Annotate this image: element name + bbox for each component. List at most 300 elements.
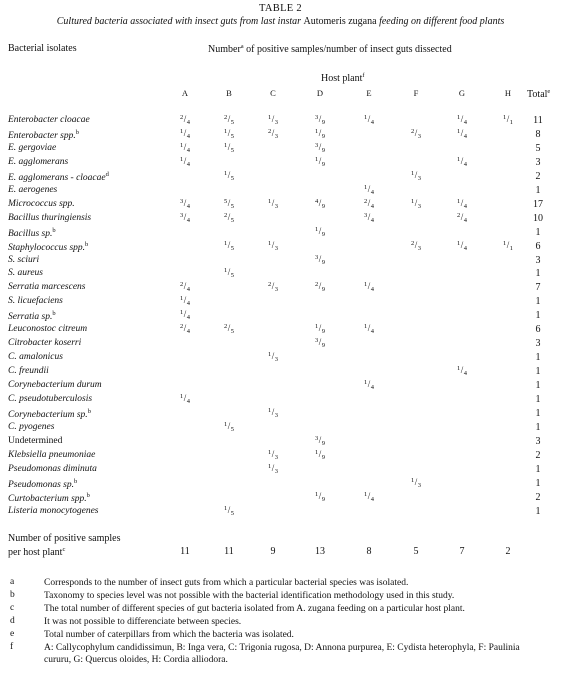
table-cell — [165, 393, 205, 405]
fraction-slash: / — [460, 127, 464, 138]
row-total: 3 — [535, 435, 541, 447]
fraction-slash: / — [183, 155, 187, 166]
denominator: 9 — [321, 119, 325, 126]
footnote-ref: b — [52, 226, 56, 234]
fraction-slash: / — [227, 420, 231, 431]
numerator: 2 — [179, 114, 184, 121]
numerator: 1 — [223, 267, 228, 275]
denominator: 4 — [463, 202, 467, 210]
table-cell — [209, 240, 249, 252]
fraction-value — [456, 365, 467, 378]
table-cell — [396, 170, 436, 182]
fraction-value — [224, 114, 234, 124]
isolate-name: Bacillus thuringiensis — [8, 212, 92, 223]
table-cell — [165, 128, 205, 140]
fraction-value — [364, 491, 374, 501]
fraction-value — [411, 128, 421, 138]
numerator: 1 — [363, 379, 368, 387]
fraction-value — [314, 281, 325, 294]
isolate-name: Curtobacterium spp.$^b$ — [8, 491, 90, 504]
fraction-slash: / — [367, 197, 371, 208]
row-total: 1 — [535, 407, 541, 419]
fraction-value — [268, 240, 278, 250]
fraction-slash: / — [318, 337, 322, 348]
fraction-value — [315, 491, 325, 501]
footnote-text: Total number of caterpillars from which the bacteria was isolated. — [44, 630, 294, 640]
plant-column-header: A — [181, 88, 189, 98]
fraction-slash: / — [318, 155, 322, 166]
numerator: 1 — [314, 225, 319, 233]
row-total: 1 — [535, 394, 541, 405]
footnote-ref: e — [547, 88, 551, 95]
numerator: 1 — [363, 281, 368, 289]
footnote-ref: f — [362, 72, 365, 79]
numerator: 1 — [179, 141, 184, 149]
fraction-value — [315, 128, 325, 138]
column-header-number — [208, 43, 452, 55]
fraction-value — [411, 240, 421, 250]
isolate-name: Listeria monocytogenes — [8, 505, 99, 516]
numerator: 1 — [314, 323, 319, 331]
table-cell — [349, 323, 389, 335]
row-total: 1 — [535, 184, 541, 196]
fraction-value — [457, 156, 467, 166]
table-cell — [300, 491, 340, 503]
fraction-value — [180, 114, 190, 124]
fraction-value — [267, 351, 278, 364]
numerator: 1 — [223, 169, 228, 177]
table-cell — [165, 323, 205, 335]
plant-column-header: F — [413, 88, 419, 98]
row-total: 1 — [535, 310, 541, 322]
fraction-slash: / — [271, 448, 275, 459]
table-cell — [300, 198, 340, 210]
denominator: 4 — [186, 132, 190, 140]
footnote-mark: b — [10, 590, 15, 600]
fraction-slash: / — [271, 351, 275, 362]
fraction-value — [315, 226, 325, 236]
numerator: 1 — [179, 155, 184, 163]
numerator: 1 — [223, 239, 228, 247]
row-total: 8 — [535, 128, 541, 140]
fraction-value — [457, 128, 467, 138]
fraction-slash: / — [318, 323, 322, 334]
row-total: 3 — [535, 254, 541, 266]
fraction-value — [179, 281, 190, 294]
denominator: 4 — [463, 160, 467, 168]
plant-column-header: E — [366, 88, 372, 98]
table-cell — [253, 128, 293, 140]
row-total: 1 — [535, 477, 541, 489]
denominator: 4 — [370, 202, 374, 210]
table-cell — [349, 184, 389, 196]
table-title: TABLE 2 — [259, 3, 302, 14]
denominator: 3 — [417, 132, 421, 140]
footnote-mark: c — [10, 603, 15, 613]
table-cell — [442, 128, 482, 140]
numerator: 1 — [410, 169, 415, 177]
row-total: 6 — [535, 324, 541, 336]
fraction-slash: / — [460, 239, 464, 250]
denominator: 4 — [186, 202, 190, 210]
column-header-isolates: Bacterial isolates — [8, 43, 77, 54]
fraction-slash: / — [367, 323, 371, 334]
numerator: 1 — [314, 448, 319, 456]
table-cell — [165, 114, 205, 126]
fraction-slash: / — [271, 462, 275, 473]
table-cell — [300, 114, 340, 126]
table-cell — [209, 142, 249, 154]
numerator: 1 — [456, 239, 461, 247]
fraction-slash: / — [367, 211, 371, 222]
fraction-slash: / — [460, 211, 464, 222]
numerator: 1 — [223, 420, 228, 428]
row-total: 1 — [535, 505, 541, 517]
row-total: 1 — [535, 296, 541, 308]
footnote-mark: a — [10, 577, 15, 587]
denominator: 4 — [370, 328, 374, 336]
denominator: 9 — [321, 132, 325, 140]
footnote-ref: a — [240, 43, 244, 50]
row-total: 1 — [535, 268, 541, 280]
fraction-value — [179, 295, 190, 308]
isolate-name: S. aureus — [8, 268, 44, 279]
denominator: 4 — [463, 370, 467, 378]
fraction-value — [503, 114, 513, 124]
table-cell — [165, 198, 205, 210]
numerator: 2 — [267, 127, 272, 135]
numerator: 3 — [363, 211, 368, 219]
fraction-value — [180, 212, 190, 222]
fraction-value — [315, 114, 325, 124]
isolate-name: C. pyogenes — [8, 421, 55, 432]
footnote-text: Corresponds to the number of insect guts from which a particular bacterial species was isolated. — [44, 578, 409, 588]
denominator: 1 — [509, 119, 513, 126]
denominator: 5 — [230, 425, 234, 433]
number-label: Number — [208, 44, 241, 55]
table-cell — [349, 114, 389, 126]
denominator: 4 — [186, 328, 190, 336]
fraction-slash: / — [460, 155, 464, 166]
fraction-value — [224, 142, 234, 152]
fraction-slash: / — [183, 393, 187, 403]
fraction-value — [268, 463, 278, 473]
denominator: 4 — [463, 119, 467, 126]
denominator: 4 — [463, 132, 467, 140]
fraction-slash: / — [506, 239, 510, 250]
numerator: 1 — [502, 114, 507, 121]
fraction-slash: / — [227, 267, 231, 278]
numerator: 1 — [456, 127, 461, 135]
fraction-slash: / — [271, 114, 275, 124]
numerator: 1 — [267, 239, 272, 247]
isolate-name: Serratia marcescens — [8, 282, 86, 293]
fraction-value — [363, 281, 374, 294]
fraction-slash: / — [183, 309, 187, 320]
numerator: 3 — [314, 434, 319, 442]
footnote-mark: f — [10, 642, 14, 652]
row-total: 1 — [535, 352, 541, 364]
denominator: 9 — [321, 439, 325, 447]
fraction-slash: / — [271, 406, 275, 417]
fraction-slash: / — [227, 114, 231, 124]
table-cell — [442, 240, 482, 252]
numerator: 1 — [314, 127, 319, 135]
summary-label-2 — [8, 546, 65, 558]
numerator: 1 — [363, 323, 368, 331]
numerator: 1 — [456, 114, 461, 121]
isolate-name: Enterobacter spp.$^b$ — [8, 128, 79, 141]
table-cell — [300, 254, 340, 266]
isolate-name: Corynebacterium durum — [8, 380, 102, 391]
numerator: 3 — [314, 337, 319, 345]
denominator: 9 — [321, 160, 325, 168]
fraction-slash: / — [227, 323, 231, 334]
footnote-ref: b — [73, 477, 78, 485]
table-cell — [300, 449, 340, 461]
table-cell — [442, 365, 482, 377]
numerator: 1 — [267, 197, 272, 205]
numerator: 1 — [456, 155, 461, 163]
denominator: 3 — [274, 286, 278, 294]
host-plant-header — [321, 72, 365, 84]
fraction-value — [179, 309, 190, 322]
table-cell — [253, 407, 293, 419]
summary-value: 8 — [366, 546, 372, 557]
fraction-value — [224, 198, 234, 208]
denominator: 5 — [230, 119, 234, 126]
footnote-ref: b — [87, 407, 91, 415]
fraction-value — [180, 142, 190, 152]
table-caption — [0, 16, 561, 27]
fraction-value — [268, 449, 278, 459]
table-cell — [300, 323, 340, 335]
fraction-slash: / — [318, 448, 322, 459]
numerator: 1 — [456, 365, 461, 373]
fraction-value — [180, 156, 190, 166]
fraction-value — [315, 449, 325, 459]
numerator: 2 — [267, 281, 272, 289]
row-total: 17 — [533, 198, 543, 210]
table-cell — [165, 142, 205, 154]
summary-value: 7 — [459, 546, 465, 557]
table-cell — [300, 337, 340, 349]
denominator: 9 — [321, 342, 325, 350]
denominator: 4 — [186, 216, 190, 224]
footnote-mark: d — [10, 616, 15, 626]
row-total: 3 — [535, 156, 541, 168]
fraction-slash: / — [367, 114, 371, 124]
row-total: 2 — [535, 491, 541, 503]
table-cell — [488, 114, 528, 126]
table-cell — [253, 463, 293, 475]
plant-column-header: H — [504, 88, 512, 98]
row-total: 7 — [535, 282, 541, 294]
denominator: 3 — [274, 202, 278, 210]
plant-column-header: G — [458, 88, 466, 98]
denominator: 9 — [321, 230, 325, 238]
table-cell — [396, 198, 436, 210]
denominator: 9 — [321, 328, 325, 336]
row-total: 2 — [535, 170, 541, 182]
row-total: 3 — [535, 338, 541, 350]
fraction-slash: / — [414, 476, 418, 487]
table-cell — [253, 114, 293, 126]
fraction-slash: / — [227, 169, 231, 180]
row-total: 1 — [535, 226, 541, 238]
fraction-value — [224, 421, 234, 431]
fraction-value — [363, 323, 374, 336]
fraction-value — [180, 128, 190, 138]
numerator: 1 — [267, 351, 272, 359]
fraction-slash: / — [183, 114, 187, 124]
caption-text: Cultured bacteria associated with insect guts from last instar — [56, 16, 304, 27]
fraction-value — [267, 281, 278, 294]
table-cell — [253, 281, 293, 293]
numerator: 1 — [267, 448, 272, 456]
row-total: 1 — [535, 421, 541, 433]
denominator: 4 — [186, 286, 190, 294]
denominator: 4 — [370, 119, 374, 126]
table-cell — [253, 240, 293, 252]
table-cell — [300, 281, 340, 293]
table-cell — [165, 309, 205, 321]
footnote-ref: b — [86, 491, 90, 499]
fraction-slash: / — [227, 127, 231, 138]
isolate-name: C. freundii — [8, 366, 49, 377]
denominator: 3 — [274, 467, 278, 475]
row-total: 1 — [535, 463, 541, 475]
row-total: 2 — [535, 449, 541, 461]
numerator: 1 — [223, 141, 228, 149]
numerator: 5 — [223, 197, 228, 205]
table-cell — [442, 156, 482, 168]
fraction-slash: / — [460, 197, 464, 208]
numerator: 2 — [410, 239, 415, 247]
denominator: 4 — [186, 398, 190, 405]
denominator: 4 — [186, 119, 190, 126]
numerator: 1 — [363, 490, 368, 498]
summary-label-2-text: per host plant — [8, 547, 63, 558]
denominator: 1 — [509, 244, 513, 252]
footnote-ref: b — [75, 128, 79, 136]
denominator: 3 — [417, 244, 421, 252]
fraction-value — [364, 198, 374, 208]
summary-label-1: Number of positive samples — [8, 533, 121, 544]
denominator: 5 — [230, 244, 234, 252]
fraction-slash: / — [367, 490, 371, 501]
isolate-name: Klebsiella pneumoniae — [8, 449, 96, 460]
numerator: 3 — [179, 211, 184, 219]
fraction-slash: / — [271, 239, 275, 250]
isolate-name: E. gergoviae — [8, 142, 57, 153]
footnote-ref: b — [52, 310, 56, 318]
fraction-value — [411, 198, 421, 208]
fraction-slash: / — [227, 197, 231, 208]
table-cell — [442, 114, 482, 126]
fraction-slash: / — [271, 281, 275, 292]
number-label-rest: of positive samples/number of insect guts dissected — [243, 44, 452, 55]
footnote-text: It was not possible to differenciate between species. — [44, 617, 242, 627]
denominator: 3 — [417, 202, 421, 210]
fraction-value — [315, 435, 325, 445]
numerator: 1 — [223, 504, 228, 512]
isolate-name: Staphylococcus spp.$^b$ — [8, 240, 89, 253]
denominator: 4 — [186, 300, 190, 308]
isolate-name: Bacillus sp.$^b$ — [8, 226, 56, 239]
caption-species: Automeris zugana — [303, 16, 377, 27]
fraction-value — [364, 184, 374, 194]
fraction-value — [268, 407, 278, 417]
fraction-value — [315, 142, 325, 152]
isolate-name: Undetermined — [8, 435, 63, 446]
row-total: 5 — [535, 142, 541, 154]
numerator: 1 — [363, 183, 368, 191]
fraction-value — [224, 505, 234, 515]
table-cell — [209, 170, 249, 182]
summary-value: 13 — [315, 546, 325, 557]
table-cell — [349, 212, 389, 224]
summary-value: 5 — [413, 546, 419, 557]
fraction-slash: / — [460, 365, 464, 376]
isolate-name: Pseudomonas diminuta — [8, 463, 97, 474]
summary-value: 2 — [505, 546, 511, 557]
fraction-slash: / — [414, 127, 418, 138]
fraction-value — [457, 198, 467, 208]
row-total: 10 — [533, 212, 543, 224]
summary-value: 9 — [270, 546, 276, 557]
fraction-value — [314, 323, 325, 336]
fraction-value — [457, 240, 467, 250]
numerator: 4 — [314, 197, 319, 205]
isolate-name: Leuconostoc citreum — [8, 324, 88, 335]
fraction-value — [411, 477, 421, 487]
table-cell — [253, 198, 293, 210]
numerator: 1 — [267, 114, 272, 121]
fraction-slash: / — [271, 127, 275, 138]
fraction-value — [180, 393, 190, 403]
footnote-ref: d — [105, 170, 109, 178]
fraction-value — [314, 337, 325, 350]
denominator: 4 — [463, 244, 467, 252]
fraction-value — [268, 198, 278, 208]
table-cell — [165, 281, 205, 293]
table-cell — [165, 156, 205, 168]
denominator: 4 — [370, 188, 374, 196]
table-cell — [349, 491, 389, 503]
numerator: 1 — [267, 462, 272, 470]
table-cell — [349, 281, 389, 293]
isolate-name: Micrococcus spp. — [8, 198, 75, 209]
denominator: 3 — [417, 174, 421, 182]
footnote-text: A: Callycophylum candidissimun, B: Inga vera, C: Trigonia rugosa, D: Annona purpurea, E: Cydista heterophyla, F: Paulinia cururu, G: Quercus oloides, H: Cordia alliodora. — [44, 643, 520, 665]
fraction-slash: / — [414, 197, 418, 208]
fraction-slash: / — [367, 183, 371, 194]
denominator: 4 — [186, 146, 190, 154]
fraction-value — [224, 128, 234, 138]
fraction-slash: / — [414, 239, 418, 250]
numerator: 3 — [314, 141, 319, 149]
table-cell — [209, 198, 249, 210]
denominator: 3 — [274, 453, 278, 461]
numerator: 1 — [223, 127, 228, 135]
isolate-name: S. sciuri — [8, 254, 40, 265]
fraction-value — [223, 323, 234, 336]
table-cell — [442, 198, 482, 210]
fraction-slash: / — [183, 295, 187, 306]
table-cell — [300, 128, 340, 140]
denominator: 4 — [370, 216, 374, 224]
